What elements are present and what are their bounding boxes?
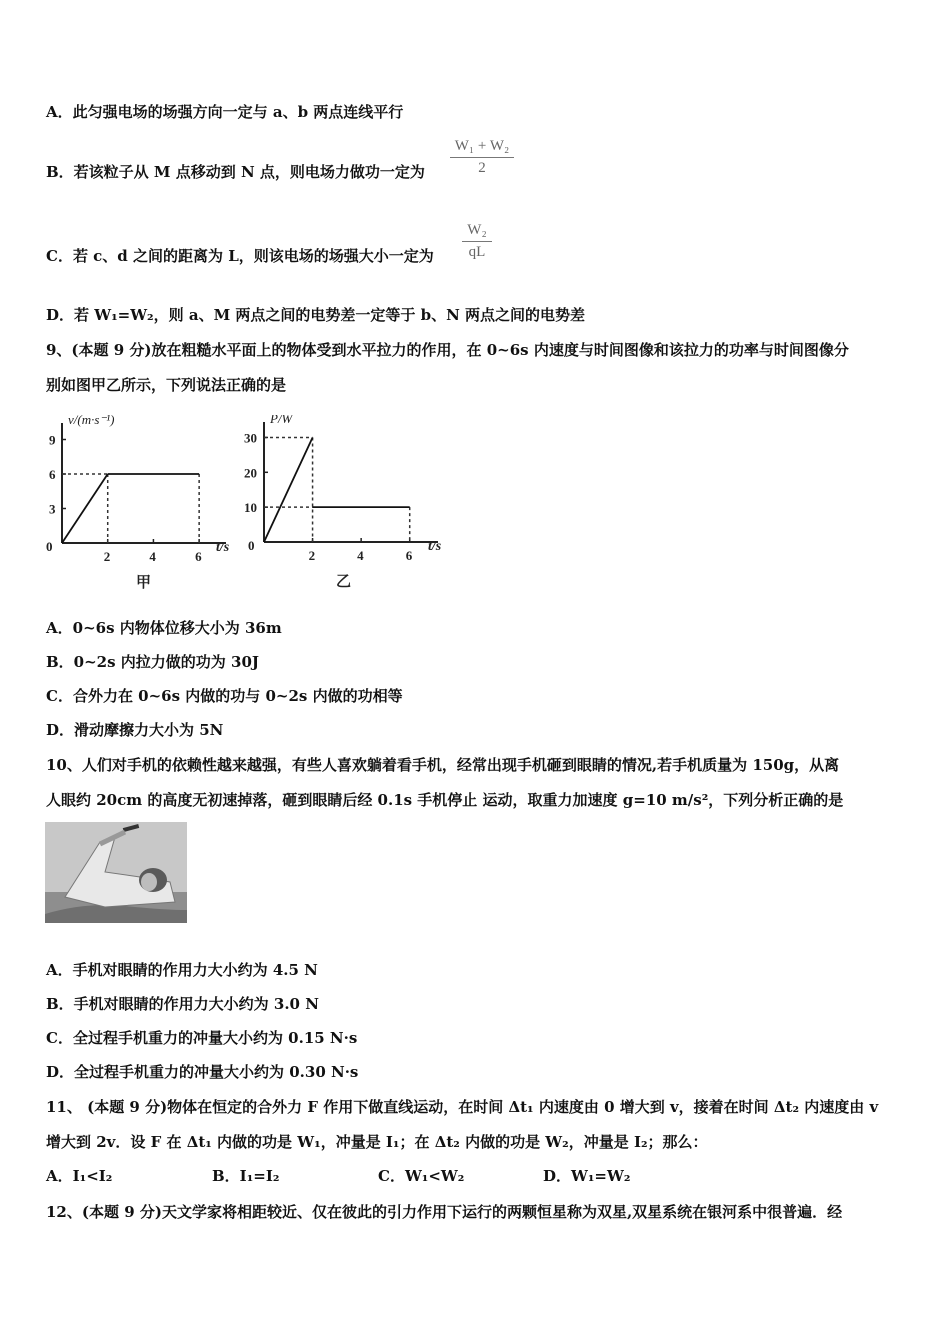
q10-option-c: C．全过程手机重力的冲量大小约为 0.15 N·s [46,1029,358,1047]
q11-option-c: C．W₁<W₂ [378,1167,465,1185]
y-tick-label: 10 [244,500,257,516]
y-tick-label: 6 [49,467,56,482]
q8-option-a: A．此匀强电场的场强方向一定与 a、b 两点连线平行 [46,103,404,121]
y-axis-label: v/(m·s⁻¹) [68,415,115,427]
person-lying-with-phone-photo [45,822,187,923]
q8-option-b: B．若该粒子从 M 点移动到 N 点，则电场力做功一定为 [46,163,425,181]
fraction-numerator: W₁ + W₂ [454,138,510,154]
x-tick-label: 6 [405,548,413,563]
y-tick-label: 30 [244,430,257,446]
y-axis-label: P/W [270,415,293,426]
q8-option-c: C．若 c、d 之间的距离为 L，则该电场的场强大小一定为 [46,247,434,265]
q9-option-c: C．合外力在 0~6s 内做的功与 0~2s 内做的功相等 [46,687,403,705]
chart-caption: 甲 [136,575,152,590]
chart-yi [238,415,448,590]
q9-option-a: A．0~6s 内物体位移大小为 36m [46,619,282,637]
y-tick-label: 3 [49,501,56,517]
fraction-denominator: 2 [478,160,486,176]
origin-label: 0 [248,538,255,553]
x-tick-label: 2 [308,548,316,563]
x-tick-label: 6 [195,549,202,564]
q11-stem-line1: 11、 (本题 9 分)物体在恒定的合外力 F 作用下做直线运动，在时间 Δt₁ 内速度由 0 增大到 v，接着在时间 Δt₂ 内速度由 v [46,1098,879,1116]
q8-option-b-fraction [450,138,514,177]
q9-option-d: D．滑动摩擦力大小为 5N [46,721,224,739]
data-segment [62,474,108,543]
fraction-bar [462,241,492,242]
q9-stem-line1: 9、(本题 9 分)放在粗糙水平面上的物体受到水平拉力的作用，在 0~6s 内速度与时间图像和该拉力的功率与时间图像分 [46,341,849,359]
chart-caption: 乙 [336,574,352,590]
x-axis-label: t/s [216,540,230,555]
fraction-numerator: W₂ [467,222,487,238]
chart-jia [40,415,240,590]
y-tick-label: 9 [49,432,56,448]
q11-options-row [0,1166,950,1186]
q11-stem-line2: 增大到 2v．设 F 在 Δt₁ 内做的功是 W₁，冲量是 I₁；在 Δt₂ 内做的功是 W₂，冲量是 I₂；那么： [46,1133,708,1151]
fraction-bar [450,157,514,158]
q8-option-c-fraction [462,222,492,261]
q10-stem-line2: 人眼约 20cm 的高度无初速掉落，砸到眼睛后经 0.1s 手机停止 运动，取重力加速度 g=10 m/s²，下列分析正确的是 [46,791,844,809]
x-axis-label: t/s [428,539,442,554]
data-segment [264,437,313,542]
fraction-denominator: qL [468,244,486,260]
origin-label: 0 [46,539,53,554]
q10-stem-line1: 10、人们对手机的依赖性越来越强，有些人喜欢躺着看手机，经常出现手机砸到眼睛的情况,若手机质量为 150g，从离 [46,756,840,774]
q9-option-b: B．0~2s 内拉力做的功为 30J [46,653,259,671]
q10-option-a: A．手机对眼睛的作用力大小约为 4.5 N [46,961,318,979]
q10-option-d: D．全过程手机重力的冲量大小约为 0.30 N·s [46,1063,359,1081]
x-tick-label: 4 [149,549,156,564]
q11-option-d: D．W₁=W₂ [543,1167,631,1185]
q8-option-d: D．若 W₁=W₂，则 a、M 两点之间的电势差一定等于 b、N 两点之间的电势差 [46,306,586,324]
q12-stem-line1: 12、(本题 9 分)天文学家将相距较近、仅在彼此的引力作用下运行的两颗恒星称为双星,双星系统在银河系中很普遍．经 [46,1203,843,1221]
x-tick-label: 4 [357,548,364,563]
q11-option-b: B．I₁=I₂ [212,1167,280,1185]
q9-stem-line2: 别如图甲乙所示，下列说法正确的是 [46,376,287,394]
q11-option-a: A．I₁<I₂ [46,1167,113,1185]
x-tick-label: 2 [103,549,111,564]
y-tick-label: 20 [244,465,257,481]
q10-option-b: B．手机对眼睛的作用力大小约为 3.0 N [46,995,319,1013]
